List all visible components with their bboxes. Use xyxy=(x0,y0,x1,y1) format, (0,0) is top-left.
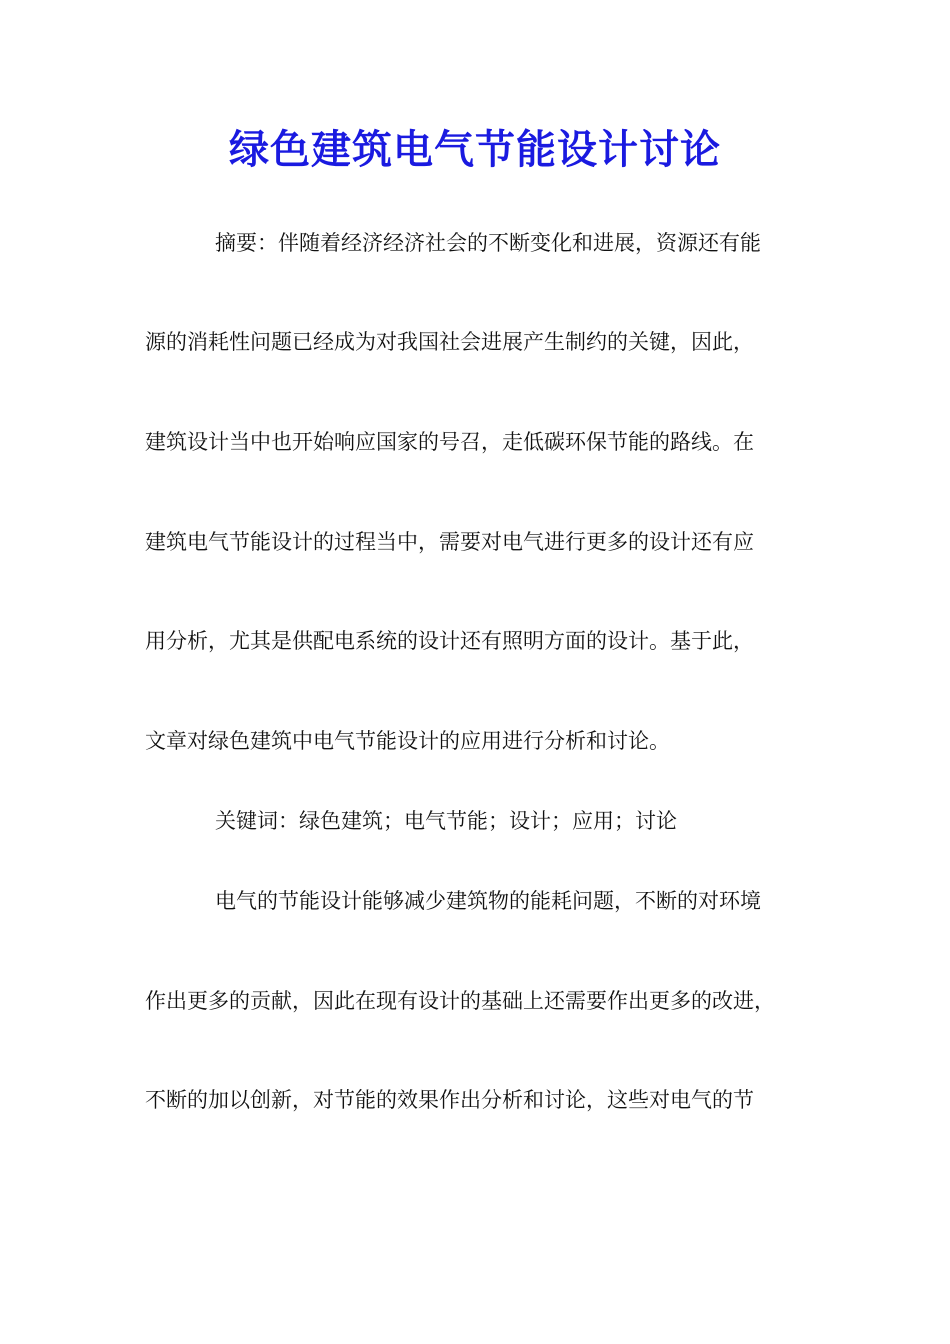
abstract-line: 文章对绿色建筑中电气节能设计的应用进行分析和讨论。 xyxy=(145,729,670,753)
abstract-line: 建筑电气节能设计的过程当中，需要对电气进行更多的设计还有应 xyxy=(145,530,754,554)
abstract-line: 源的消耗性问题已经成为对我国社会进展产生制约的关键，因此， xyxy=(145,330,754,354)
document-title: 绿色建筑电气节能设计讨论 xyxy=(229,126,721,173)
abstract-line: 用分析，尤其是供配电系统的设计还有照明方面的设计。基于此， xyxy=(145,629,754,653)
body-line: 不断的加以创新，对节能的效果作出分析和讨论，这些对电气的节 xyxy=(145,1088,754,1112)
keywords-line: 关键词：绿色建筑；电气节能；设计；应用；讨论 xyxy=(215,809,677,833)
abstract-line: 建筑设计当中也开始响应国家的号召，走低碳环保节能的路线。在 xyxy=(145,430,754,454)
abstract-line: 摘要：伴随着经济经济社会的不断变化和进展，资源还有能 xyxy=(215,231,761,255)
body-line: 电气的节能设计能够减少建筑物的能耗问题，不断的对环境 xyxy=(215,889,761,913)
body-line: 作出更多的贡献，因此在现有设计的基础上还需要作出更多的改进， xyxy=(145,989,775,1013)
